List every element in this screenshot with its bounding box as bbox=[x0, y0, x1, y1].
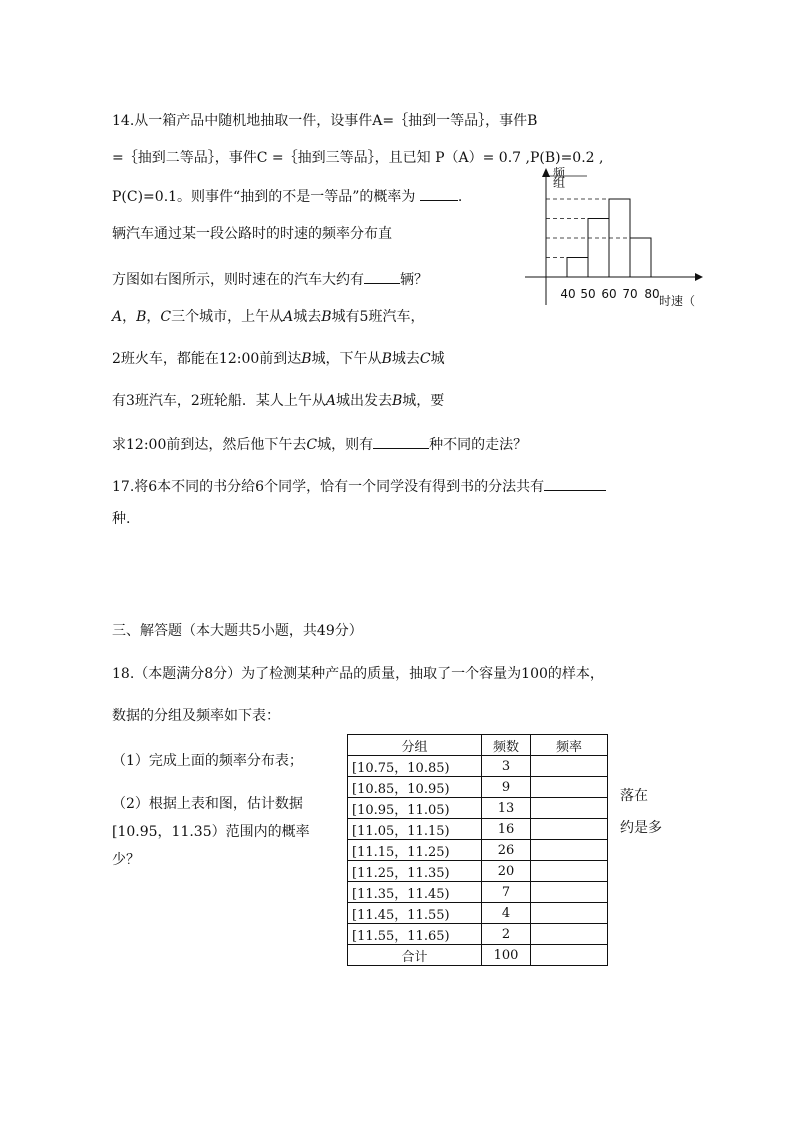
q17-text: 17.将6本不同的书分给6个同学，恰有一个同学没有得到书的分法共有 bbox=[112, 479, 545, 495]
q16-line3 bbox=[112, 392, 444, 410]
table-row bbox=[348, 756, 608, 777]
frequency-cell[interactable] bbox=[531, 777, 608, 798]
table-row bbox=[348, 819, 608, 840]
frequency-table bbox=[347, 734, 608, 966]
frequency-cell[interactable] bbox=[531, 924, 608, 945]
section-3-title: 三、解答题（本大题共5小题，共49分） bbox=[112, 623, 363, 639]
q16-line2 bbox=[112, 350, 445, 368]
q18-line1: 18.（本题满分8分）为了检测某种产品的质量，抽取了一个容量为100的样本， bbox=[112, 666, 604, 682]
table-total-row bbox=[348, 945, 608, 966]
group-cell: [11.15，11.25) bbox=[348, 840, 482, 861]
q16-line1 bbox=[112, 308, 424, 326]
histogram-bar bbox=[588, 219, 609, 278]
x-tick-50: 50 bbox=[580, 287, 596, 301]
group-cell: [11.25，11.35) bbox=[348, 861, 482, 882]
q15-line2-text: 方图如右图所示，则时速在的汽车大约有 bbox=[112, 272, 364, 288]
q16-line4 bbox=[112, 434, 527, 454]
q16-answer-blank[interactable] bbox=[373, 434, 429, 449]
group-cell: [10.75，10.85) bbox=[348, 756, 482, 777]
q16-text-9: 城出发去 bbox=[335, 393, 392, 409]
q16-city-a-3: A bbox=[325, 393, 336, 409]
q18-part2-line1: （2）根据上表和图，估计数据 bbox=[112, 796, 303, 812]
q18-line2: 数据的分组及频率如下表： bbox=[112, 708, 280, 724]
header-frequency: 频率 bbox=[531, 735, 608, 756]
q14-line1: 14.从一箱产品中随机地抽取一件，设事件A=｛抽到一等品｝，事件B bbox=[112, 113, 538, 129]
q16-text-5: 城，下午从 bbox=[311, 351, 382, 367]
count-cell: 16 bbox=[482, 819, 531, 840]
count-cell: 7 bbox=[482, 882, 531, 903]
q14-line3 bbox=[112, 186, 462, 206]
q16-sep-2: ， bbox=[146, 309, 161, 325]
q16-city-b-3: B bbox=[301, 351, 312, 367]
count-cell: 20 bbox=[482, 861, 531, 882]
q16-text-11: 求12:00前到达，然后他下午去 bbox=[112, 437, 307, 453]
q16-city-b-2: B bbox=[321, 309, 332, 325]
frequency-cell[interactable] bbox=[531, 882, 608, 903]
q16-text-12: 城，则有 bbox=[317, 437, 374, 453]
x-axis-arrow bbox=[695, 273, 703, 281]
q17-line2: 种. bbox=[112, 511, 131, 527]
frequency-cell[interactable] bbox=[531, 861, 608, 882]
q16-text-6: 城去 bbox=[391, 351, 420, 367]
table-row bbox=[348, 840, 608, 861]
table-row bbox=[348, 903, 608, 924]
group-cell: [10.85，10.95) bbox=[348, 777, 482, 798]
q17-line1 bbox=[112, 476, 606, 496]
x-tick-80: 80 bbox=[644, 287, 660, 301]
table-row bbox=[348, 861, 608, 882]
group-cell: [11.55，11.65) bbox=[348, 924, 482, 945]
q16-city-b-5: B bbox=[391, 393, 403, 409]
x-tick-70: 70 bbox=[622, 287, 638, 301]
y-axis-label-1: 频 bbox=[553, 165, 566, 180]
q16-city-c-3: C bbox=[306, 437, 318, 453]
frequency-cell[interactable] bbox=[531, 819, 608, 840]
total-label: 合计 bbox=[348, 945, 482, 966]
q16-city-c-2: C bbox=[419, 351, 431, 367]
count-cell: 2 bbox=[482, 924, 531, 945]
q16-text-13: 种不同的走法？ bbox=[429, 437, 528, 453]
total-frequency-cell[interactable] bbox=[531, 945, 608, 966]
q15-answer-blank[interactable] bbox=[364, 269, 400, 284]
x-tick-60: 60 bbox=[601, 287, 617, 301]
frequency-histogram bbox=[515, 165, 715, 315]
q16-sep-1: ， bbox=[122, 309, 137, 325]
count-cell: 26 bbox=[482, 840, 531, 861]
q18-right-text-2: 约是多 bbox=[620, 820, 662, 836]
q16-city-a-2: A bbox=[283, 309, 294, 325]
q16-city-b: B bbox=[136, 309, 147, 325]
group-cell: [10.95，11.05) bbox=[348, 798, 482, 819]
q18-part1: （1）完成上面的频率分布表； bbox=[112, 753, 303, 769]
header-group: 分组 bbox=[348, 735, 482, 756]
histogram-bar bbox=[630, 238, 651, 277]
q15-line2 bbox=[112, 269, 428, 289]
q16-city-b-4: B bbox=[381, 351, 392, 367]
q14-line2: =｛抽到二等品｝，事件C =｛抽到三等品｝，且已知 P（A）= 0.7 ,P(B)=0.2 , bbox=[112, 150, 604, 166]
frequency-cell[interactable] bbox=[531, 798, 608, 819]
header-count: 频数 bbox=[482, 735, 531, 756]
table-row bbox=[348, 777, 608, 798]
q16-text-8: 有3班汽车，2班轮船．某人上午从 bbox=[112, 393, 326, 409]
q16-text-1: 三个城市，上午从 bbox=[171, 309, 284, 325]
frequency-cell[interactable] bbox=[531, 840, 608, 861]
table-header-row bbox=[348, 735, 608, 756]
group-cell: [11.35，11.45) bbox=[348, 882, 482, 903]
q18-part2-line3: 少？ bbox=[112, 852, 140, 868]
y-axis-label-2: 组 bbox=[553, 175, 566, 190]
count-cell: 4 bbox=[482, 903, 531, 924]
q17-answer-blank[interactable] bbox=[544, 476, 606, 491]
x-tick-40: 40 bbox=[560, 287, 576, 301]
table-row bbox=[348, 882, 608, 903]
histogram-bar bbox=[567, 258, 588, 278]
q14-line3-text: P(C)=0.1。则事件“抽到的不是一等品”的概率为 bbox=[112, 189, 416, 205]
q15-line1: 辆汽车通过某一段公路时的时速的频率分布直 bbox=[112, 226, 392, 242]
group-cell: [11.45，11.55) bbox=[348, 903, 482, 924]
frequency-cell[interactable] bbox=[531, 903, 608, 924]
count-cell: 3 bbox=[482, 756, 531, 777]
q18-part2-line2: [10.95，11.35）范围内的概率 bbox=[112, 824, 310, 840]
q16-text-2: 城去 bbox=[293, 309, 322, 325]
q16-text-10: 城，要 bbox=[402, 393, 445, 409]
table-row bbox=[348, 798, 608, 819]
count-cell: 9 bbox=[482, 777, 531, 798]
group-cell: [11.05，11.15) bbox=[348, 819, 482, 840]
count-cell: 13 bbox=[482, 798, 531, 819]
q18-right-text-1: 落在 bbox=[620, 788, 648, 804]
q16-text-4: 2班火车，都能在12:00前到达 bbox=[112, 351, 302, 367]
q16-text-7: 城 bbox=[430, 351, 445, 367]
total-count: 100 bbox=[482, 945, 531, 966]
histogram-bars bbox=[546, 199, 651, 277]
q14-answer-blank[interactable] bbox=[420, 186, 458, 201]
x-axis-label: 时速（ bbox=[659, 294, 696, 308]
q16-city-a: A bbox=[112, 309, 123, 325]
table-row bbox=[348, 924, 608, 945]
q15-line2-end: 辆？ bbox=[400, 272, 428, 288]
frequency-cell[interactable] bbox=[531, 756, 608, 777]
q16-city-c: C bbox=[160, 309, 172, 325]
q14-line3-end: . bbox=[457, 189, 463, 205]
q16-text-3: 城有5班汽车， bbox=[331, 309, 425, 325]
